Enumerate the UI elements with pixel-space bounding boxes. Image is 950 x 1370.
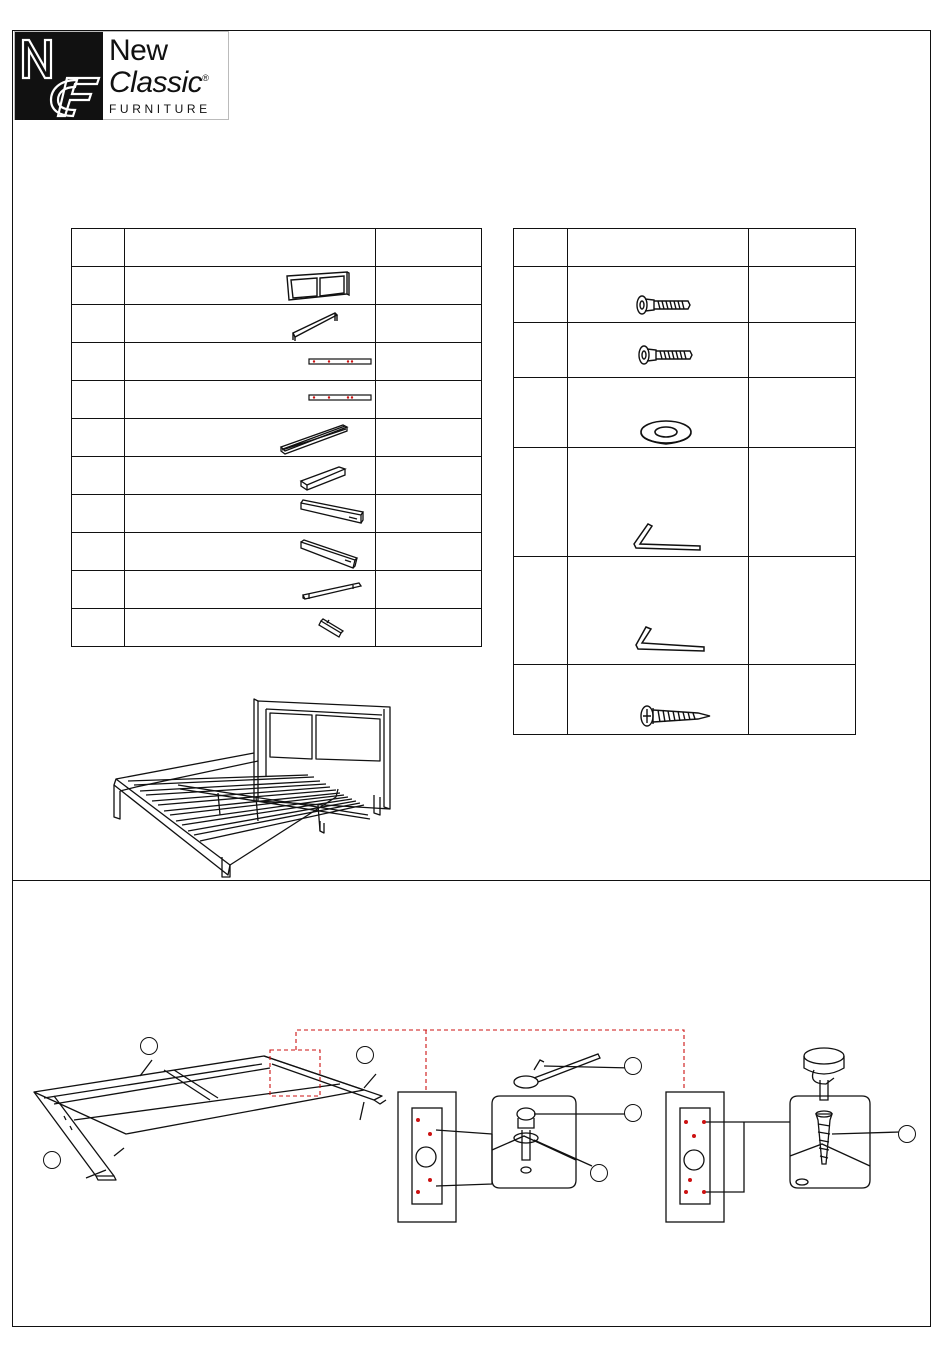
wood-screw-icon xyxy=(638,703,714,729)
table-row xyxy=(514,557,856,665)
callout-circle xyxy=(590,1164,608,1182)
center-leg-icon xyxy=(297,461,351,491)
side-rail-icon xyxy=(307,356,373,370)
side-rail-icon xyxy=(307,392,373,406)
brand-logo xyxy=(14,31,229,120)
callout-circle xyxy=(898,1125,916,1143)
allen-key-icon xyxy=(632,623,712,655)
callout-circle xyxy=(356,1046,374,1064)
slat-bundle-icon xyxy=(277,421,351,455)
hardware-table xyxy=(513,228,856,735)
table-row xyxy=(72,571,482,609)
center-rail-icon xyxy=(297,497,365,531)
table-header-row xyxy=(514,229,856,267)
callout-circle xyxy=(43,1151,61,1169)
table-row xyxy=(72,267,482,305)
table-header-row xyxy=(72,229,482,267)
ncf-monogram xyxy=(15,32,103,120)
center-rail-icon xyxy=(297,536,361,572)
bolt-icon xyxy=(636,343,696,367)
brand-name-line2: Classic® xyxy=(109,66,209,99)
assembled-bed-illustration xyxy=(108,697,398,879)
callout-circle xyxy=(140,1037,158,1055)
table-row xyxy=(514,665,856,735)
callout-circle xyxy=(624,1104,642,1122)
table-row xyxy=(72,457,482,495)
brand-name-line3: FURNITURE xyxy=(109,102,211,116)
frame-outline xyxy=(34,1056,364,1134)
table-row xyxy=(72,609,482,647)
bolt-icon xyxy=(634,293,694,317)
headboard-icon xyxy=(275,270,355,302)
washer-icon xyxy=(638,418,694,448)
callout-circle xyxy=(624,1057,642,1075)
table-row xyxy=(514,267,856,323)
allen-key-icon xyxy=(630,520,710,552)
brand-name-line1: New xyxy=(109,34,168,67)
table-row xyxy=(72,533,482,571)
table-row xyxy=(72,381,482,419)
table-row xyxy=(72,495,482,533)
table-row xyxy=(514,323,856,378)
footboard-icon xyxy=(289,309,359,341)
table-row xyxy=(72,419,482,457)
parts-table xyxy=(71,228,482,647)
table-row xyxy=(514,378,856,448)
support-bracket-icon xyxy=(299,577,365,603)
table-row xyxy=(72,343,482,381)
table-row xyxy=(514,448,856,557)
table-row xyxy=(72,305,482,343)
bracket-icon xyxy=(317,615,349,641)
